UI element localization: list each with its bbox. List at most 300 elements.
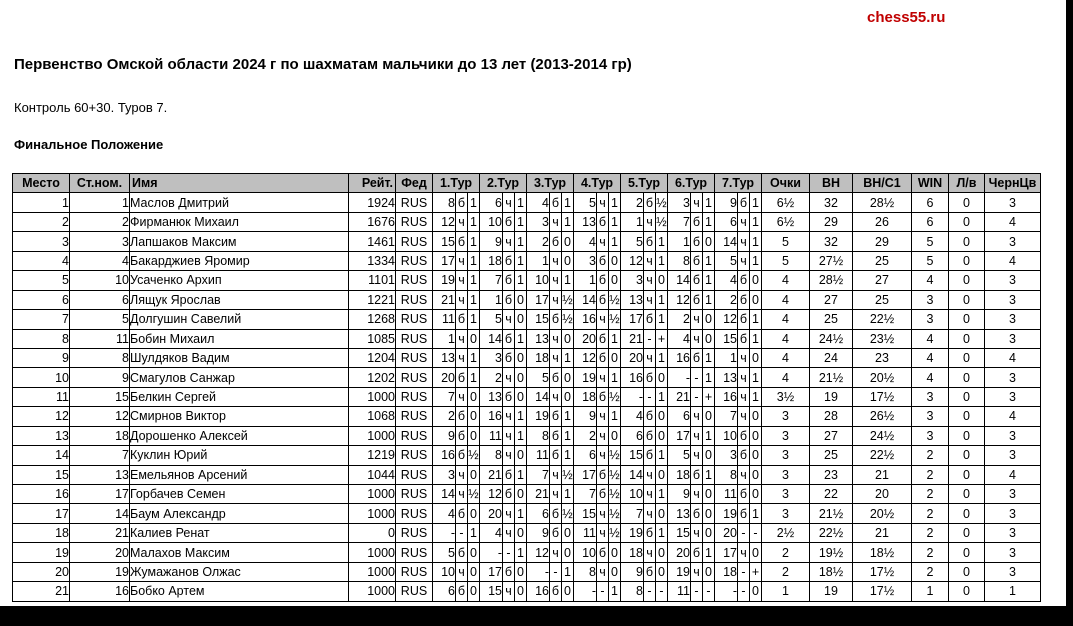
wins-cell: 4 [912, 329, 949, 348]
buchholz-cell: 24 [810, 348, 853, 367]
round-result-cell: 1 [562, 407, 574, 426]
round-color-cell: б [597, 465, 609, 484]
round-result-cell: 0 [468, 582, 480, 601]
round-opponent-cell: 19 [433, 271, 456, 290]
round-result-cell: 0 [703, 485, 715, 504]
round-result-cell: 0 [609, 543, 621, 562]
round-result-cell: - [656, 582, 668, 601]
round-opponent-cell: 8 [480, 446, 503, 465]
round-color-cell: ч [456, 251, 468, 270]
round-opponent-cell: 19 [574, 368, 597, 387]
round-color-cell: ч [456, 290, 468, 309]
buchholz-cut1-cell: 27 [853, 271, 912, 290]
round-result-cell: 1 [515, 543, 527, 562]
round-opponent-cell: 14 [621, 465, 644, 484]
round-opponent-cell: 15 [621, 446, 644, 465]
round-result-cell: 0 [562, 368, 574, 387]
round-color-cell: ч [456, 212, 468, 231]
round-result-cell: 1 [703, 271, 715, 290]
player-name-cell: Малахов Максим [130, 543, 349, 562]
black-games-cell: 3 [985, 193, 1041, 212]
buchholz-cut1-cell: 20½ [853, 504, 912, 523]
place-cell: 7 [13, 310, 70, 329]
round-color-cell: ч [597, 368, 609, 387]
round-result-cell: 0 [703, 232, 715, 251]
table-row [13, 271, 1041, 290]
round-result-cell: 1 [656, 290, 668, 309]
round-result-cell: 1 [468, 232, 480, 251]
round-color-cell: ч [691, 523, 703, 542]
round-color-cell: - [644, 387, 656, 406]
round-result-cell: 0 [468, 407, 480, 426]
round-result-cell: 1 [515, 193, 527, 212]
round-color-cell: ч [503, 407, 515, 426]
place-cell: 2 [13, 212, 70, 231]
round-color-cell: ч [503, 310, 515, 329]
round-opponent-cell: 6 [433, 582, 456, 601]
round-opponent-cell: 3 [668, 193, 691, 212]
round-opponent-cell: 1 [715, 348, 738, 367]
buchholz-cell: 25 [810, 446, 853, 465]
wins-cell: 2 [912, 562, 949, 581]
round-color-cell: б [456, 582, 468, 601]
round-result-cell: 0 [609, 348, 621, 367]
round-opponent-cell: 1 [433, 329, 456, 348]
round-color-cell: ч [597, 407, 609, 426]
player-name-cell: Лящук Ярослав [130, 290, 349, 309]
round-color-cell: ч [691, 193, 703, 212]
site-name[interactable]: chess55.ru [867, 9, 946, 26]
black-games-cell: 3 [985, 368, 1041, 387]
buchholz-cell: 24½ [810, 329, 853, 348]
round-opponent-cell: 4 [480, 523, 503, 542]
round-result-cell: ½ [609, 504, 621, 523]
buchholz-cut1-cell: 25 [853, 290, 912, 309]
round-result-cell: 0 [656, 543, 668, 562]
round-color-cell: ч [597, 232, 609, 251]
rating-cell: 1461 [349, 232, 396, 251]
round-result-cell: ½ [609, 387, 621, 406]
round-opponent-cell: 4 [433, 504, 456, 523]
wins-cell: 3 [912, 426, 949, 445]
round-opponent-cell: 8 [433, 193, 456, 212]
black-games-cell: 3 [985, 271, 1041, 290]
start-number-cell: 7 [70, 446, 130, 465]
round-color-cell: ч [738, 348, 750, 367]
buchholz-cell: 27 [810, 290, 853, 309]
round-result-cell: 0 [656, 271, 668, 290]
round-color-cell: б [738, 329, 750, 348]
round-result-cell: 0 [468, 329, 480, 348]
round-color-cell: б [644, 310, 656, 329]
buchholz-cell: 27½ [810, 251, 853, 270]
round-opponent-cell: 8 [527, 426, 550, 445]
round-color-cell: ч [644, 504, 656, 523]
round-opponent-cell: - [668, 368, 691, 387]
round-result-cell: 1 [515, 426, 527, 445]
place-cell: 10 [13, 368, 70, 387]
round-result-cell: ½ [609, 310, 621, 329]
round-result-cell: ½ [562, 290, 574, 309]
round-opponent-cell: 8 [574, 562, 597, 581]
round-opponent-cell: 18 [668, 465, 691, 484]
round-opponent-cell: 2 [433, 407, 456, 426]
col-win: WIN [912, 174, 949, 193]
rating-cell: 1068 [349, 407, 396, 426]
points-cell: 4 [762, 348, 810, 367]
round-result-cell: ½ [468, 446, 480, 465]
player-name-cell: Бобко Артем [130, 582, 349, 601]
round-result-cell: ½ [609, 523, 621, 542]
col-lb: Л/в [949, 174, 985, 193]
federation-cell: RUS [396, 232, 433, 251]
round-result-cell: ½ [609, 465, 621, 484]
round-color-cell: б [644, 232, 656, 251]
round-color-cell: б [456, 310, 468, 329]
black-games-cell: 3 [985, 543, 1041, 562]
round-result-cell: 1 [562, 485, 574, 504]
federation-cell: RUS [396, 271, 433, 290]
round-opponent-cell: 13 [527, 329, 550, 348]
round-result-cell: 1 [750, 193, 762, 212]
round-opponent-cell: 7 [433, 387, 456, 406]
black-games-cell: 3 [985, 387, 1041, 406]
round-opponent-cell: 2 [621, 193, 644, 212]
start-number-cell: 1 [70, 193, 130, 212]
rating-cell: 1000 [349, 485, 396, 504]
round-opponent-cell: 4 [715, 271, 738, 290]
round-opponent-cell: 15 [527, 310, 550, 329]
rating-cell: 1000 [349, 562, 396, 581]
round-color-cell: б [550, 310, 562, 329]
round-opponent-cell: 10 [574, 543, 597, 562]
round-result-cell: 0 [468, 504, 480, 523]
round-color-cell: ч [597, 446, 609, 465]
rating-cell: 1221 [349, 290, 396, 309]
round-result-cell: 1 [750, 387, 762, 406]
round-color-cell: б [550, 446, 562, 465]
section-title: Финальное Положение [14, 137, 164, 152]
buchholz-cut1-cell: 17½ [853, 562, 912, 581]
round-opponent-cell: 6 [715, 212, 738, 231]
points-cell: 4 [762, 310, 810, 329]
round-result-cell: 1 [609, 582, 621, 601]
wins-cell: 4 [912, 368, 949, 387]
round-color-cell: б [691, 251, 703, 270]
round-opponent-cell: - [715, 582, 738, 601]
round-color-cell: б [597, 271, 609, 290]
start-number-cell: 15 [70, 387, 130, 406]
wins-cell: 2 [912, 523, 949, 542]
wins-cell: 6 [912, 212, 949, 231]
round-color-cell: б [644, 368, 656, 387]
rating-cell: 1219 [349, 446, 396, 465]
place-cell: 5 [13, 271, 70, 290]
buchholz-cell: 22 [810, 485, 853, 504]
round-opponent-cell: 8 [668, 251, 691, 270]
round-result-cell: 1 [468, 523, 480, 542]
round-result-cell: 0 [750, 582, 762, 601]
start-number-cell: 18 [70, 426, 130, 445]
round-opponent-cell: 3 [715, 446, 738, 465]
lb-cell: 0 [949, 562, 985, 581]
round-result-cell: 0 [750, 485, 762, 504]
round-opponent-cell: 13 [715, 368, 738, 387]
lb-cell: 0 [949, 348, 985, 367]
black-games-cell: 3 [985, 290, 1041, 309]
rating-cell: 1000 [349, 582, 396, 601]
round-result-cell: 0 [656, 368, 668, 387]
round-color-cell: б [503, 387, 515, 406]
round-color-cell: б [456, 368, 468, 387]
round-color-cell: б [550, 426, 562, 445]
round-opponent-cell: - [480, 543, 503, 562]
table-row [13, 562, 1041, 581]
round-opponent-cell: 3 [527, 212, 550, 231]
round-color-cell: б [550, 523, 562, 542]
round-opponent-cell: 2 [480, 368, 503, 387]
round-color-cell: б [456, 446, 468, 465]
round-opponent-cell: 16 [574, 310, 597, 329]
round-color-cell: б [550, 407, 562, 426]
round-color-cell: - [644, 329, 656, 348]
round-result-cell: 0 [562, 251, 574, 270]
lb-cell: 0 [949, 193, 985, 212]
place-cell: 15 [13, 465, 70, 484]
player-name-cell: Бобин Михаил [130, 329, 349, 348]
round-result-cell: 0 [656, 465, 668, 484]
round-color-cell: б [550, 582, 562, 601]
table-row [13, 212, 1041, 231]
round-color-cell: ч [644, 212, 656, 231]
points-cell: 2 [762, 543, 810, 562]
round-color-cell: б [644, 426, 656, 445]
round-color-cell: ч [738, 251, 750, 270]
round-result-cell: 1 [750, 368, 762, 387]
buchholz-cell: 25 [810, 310, 853, 329]
lb-cell: 0 [949, 271, 985, 290]
buchholz-cell: 23 [810, 465, 853, 484]
round-opponent-cell: 21 [527, 485, 550, 504]
col-bh: ВН [810, 174, 853, 193]
round-opponent-cell: 5 [433, 543, 456, 562]
round-color-cell: ч [691, 485, 703, 504]
round-result-cell: 1 [703, 348, 715, 367]
table-row [13, 329, 1041, 348]
buchholz-cut1-cell: 24½ [853, 426, 912, 445]
round-color-cell: б [738, 504, 750, 523]
round-color-cell: ч [550, 348, 562, 367]
round-result-cell: 1 [703, 465, 715, 484]
round-result-cell: 0 [750, 271, 762, 290]
federation-cell: RUS [396, 310, 433, 329]
round-opponent-cell: 17 [621, 310, 644, 329]
round-result-cell: 1 [468, 348, 480, 367]
buchholz-cut1-cell: 20 [853, 485, 912, 504]
round-result-cell: 0 [750, 543, 762, 562]
federation-cell: RUS [396, 329, 433, 348]
player-name-cell: Лапшаков Максим [130, 232, 349, 251]
round-opponent-cell: 7 [668, 212, 691, 231]
buchholz-cell: 19 [810, 387, 853, 406]
table-row [13, 232, 1041, 251]
start-number-cell: 6 [70, 290, 130, 309]
round-result-cell: 0 [515, 368, 527, 387]
round-color-cell: б [597, 251, 609, 270]
lb-cell: 0 [949, 426, 985, 445]
round-opponent-cell: 13 [574, 212, 597, 231]
round-color-cell: - [456, 523, 468, 542]
round-result-cell: 0 [750, 426, 762, 445]
round-color-cell: б [503, 251, 515, 270]
round-result-cell: 0 [562, 582, 574, 601]
round-result-cell: 0 [562, 523, 574, 542]
player-name-cell: Смирнов Виктор [130, 407, 349, 426]
round-color-cell: ч [550, 543, 562, 562]
round-color-cell: б [691, 543, 703, 562]
round-result-cell: 1 [562, 348, 574, 367]
round-opponent-cell: - [574, 582, 597, 601]
round-result-cell: 1 [562, 562, 574, 581]
player-name-cell: Баум Александр [130, 504, 349, 523]
table-row [13, 193, 1041, 212]
round-color-cell: б [503, 465, 515, 484]
round-opponent-cell: 10 [480, 212, 503, 231]
buchholz-cut1-cell: 23 [853, 348, 912, 367]
round-result-cell: 1 [515, 232, 527, 251]
player-name-cell: Куклин Юрий [130, 446, 349, 465]
round-result-cell: 0 [515, 290, 527, 309]
round-color-cell: б [503, 290, 515, 309]
col-black: ЧернЦв [985, 174, 1041, 193]
buchholz-cut1-cell: 25 [853, 251, 912, 270]
round-result-cell: 1 [750, 232, 762, 251]
round-opponent-cell: 7 [621, 504, 644, 523]
round-color-cell: - [550, 562, 562, 581]
round-result-cell: 1 [515, 465, 527, 484]
round-color-cell: б [456, 232, 468, 251]
round-color-cell: б [738, 271, 750, 290]
round-color-cell: ч [644, 485, 656, 504]
round-result-cell: + [703, 387, 715, 406]
lb-cell: 0 [949, 310, 985, 329]
round-opponent-cell: 8 [715, 465, 738, 484]
points-cell: 6½ [762, 193, 810, 212]
table-row [13, 504, 1041, 523]
round-result-cell: - [703, 582, 715, 601]
round-opponent-cell: 19 [527, 407, 550, 426]
round-opponent-cell: 3 [621, 271, 644, 290]
round-color-cell: б [597, 348, 609, 367]
round-opponent-cell: 3 [433, 465, 456, 484]
round-result-cell: 0 [562, 387, 574, 406]
federation-cell: RUS [396, 485, 433, 504]
round-color-cell: б [644, 446, 656, 465]
round-color-cell: ч [456, 329, 468, 348]
buchholz-cell: 32 [810, 193, 853, 212]
round-opponent-cell: 15 [480, 582, 503, 601]
round-result-cell: 1 [515, 251, 527, 270]
place-cell: 11 [13, 387, 70, 406]
round-opponent-cell: - [527, 562, 550, 581]
start-number-cell: 9 [70, 368, 130, 387]
round-color-cell: ч [644, 290, 656, 309]
round-result-cell: 1 [609, 212, 621, 231]
round-result-cell: 0 [609, 271, 621, 290]
start-number-cell: 12 [70, 407, 130, 426]
round-result-cell: 1 [656, 523, 668, 542]
round-opponent-cell: 19 [715, 504, 738, 523]
place-cell: 12 [13, 407, 70, 426]
round-opponent-cell: 10 [527, 271, 550, 290]
start-number-cell: 2 [70, 212, 130, 231]
round-color-cell: б [550, 232, 562, 251]
table-row [13, 523, 1041, 542]
points-cell: 6½ [762, 212, 810, 231]
col-points: Очки [762, 174, 810, 193]
round-color-cell: ч [691, 446, 703, 465]
buchholz-cut1-cell: 26½ [853, 407, 912, 426]
round-opponent-cell: 15 [715, 329, 738, 348]
col-round-7: 7.Тур [715, 174, 762, 193]
lb-cell: 0 [949, 290, 985, 309]
player-name-cell: Дорошенко Алексей [130, 426, 349, 445]
rating-cell: 1000 [349, 426, 396, 445]
round-opponent-cell: 1 [621, 212, 644, 231]
round-color-cell: ч [503, 446, 515, 465]
lb-cell: 0 [949, 446, 985, 465]
lb-cell: 0 [949, 485, 985, 504]
round-result-cell: 0 [515, 387, 527, 406]
round-color-cell: б [738, 446, 750, 465]
round-color-cell: б [644, 523, 656, 542]
round-opponent-cell: 4 [574, 232, 597, 251]
wins-cell: 4 [912, 348, 949, 367]
round-result-cell: 1 [750, 329, 762, 348]
start-number-cell: 14 [70, 504, 130, 523]
round-result-cell: 1 [515, 271, 527, 290]
round-opponent-cell: 9 [527, 523, 550, 542]
round-result-cell: 1 [703, 543, 715, 562]
round-color-cell: б [597, 212, 609, 231]
points-cell: 5 [762, 251, 810, 270]
round-color-cell: ч [644, 271, 656, 290]
col-start: Ст.ном. [70, 174, 130, 193]
round-color-cell: ч [738, 387, 750, 406]
wins-cell: 2 [912, 504, 949, 523]
round-opponent-cell: 16 [527, 582, 550, 601]
round-color-cell: ч [738, 543, 750, 562]
col-round-3: 3.Тур [527, 174, 574, 193]
round-result-cell: 1 [468, 212, 480, 231]
round-color-cell: б [597, 543, 609, 562]
buchholz-cut1-cell: 28½ [853, 193, 912, 212]
round-result-cell: 1 [750, 504, 762, 523]
federation-cell: RUS [396, 387, 433, 406]
round-color-cell: - [597, 582, 609, 601]
round-color-cell: ч [550, 387, 562, 406]
round-opponent-cell: 7 [715, 407, 738, 426]
round-color-cell: ч [597, 310, 609, 329]
round-color-cell: б [738, 193, 750, 212]
round-opponent-cell: 9 [668, 485, 691, 504]
round-opponent-cell: 20 [433, 368, 456, 387]
round-color-cell: б [550, 193, 562, 212]
round-result-cell: 1 [703, 251, 715, 270]
round-result-cell: 0 [468, 465, 480, 484]
buchholz-cell: 28 [810, 407, 853, 426]
round-opponent-cell: 14 [480, 329, 503, 348]
